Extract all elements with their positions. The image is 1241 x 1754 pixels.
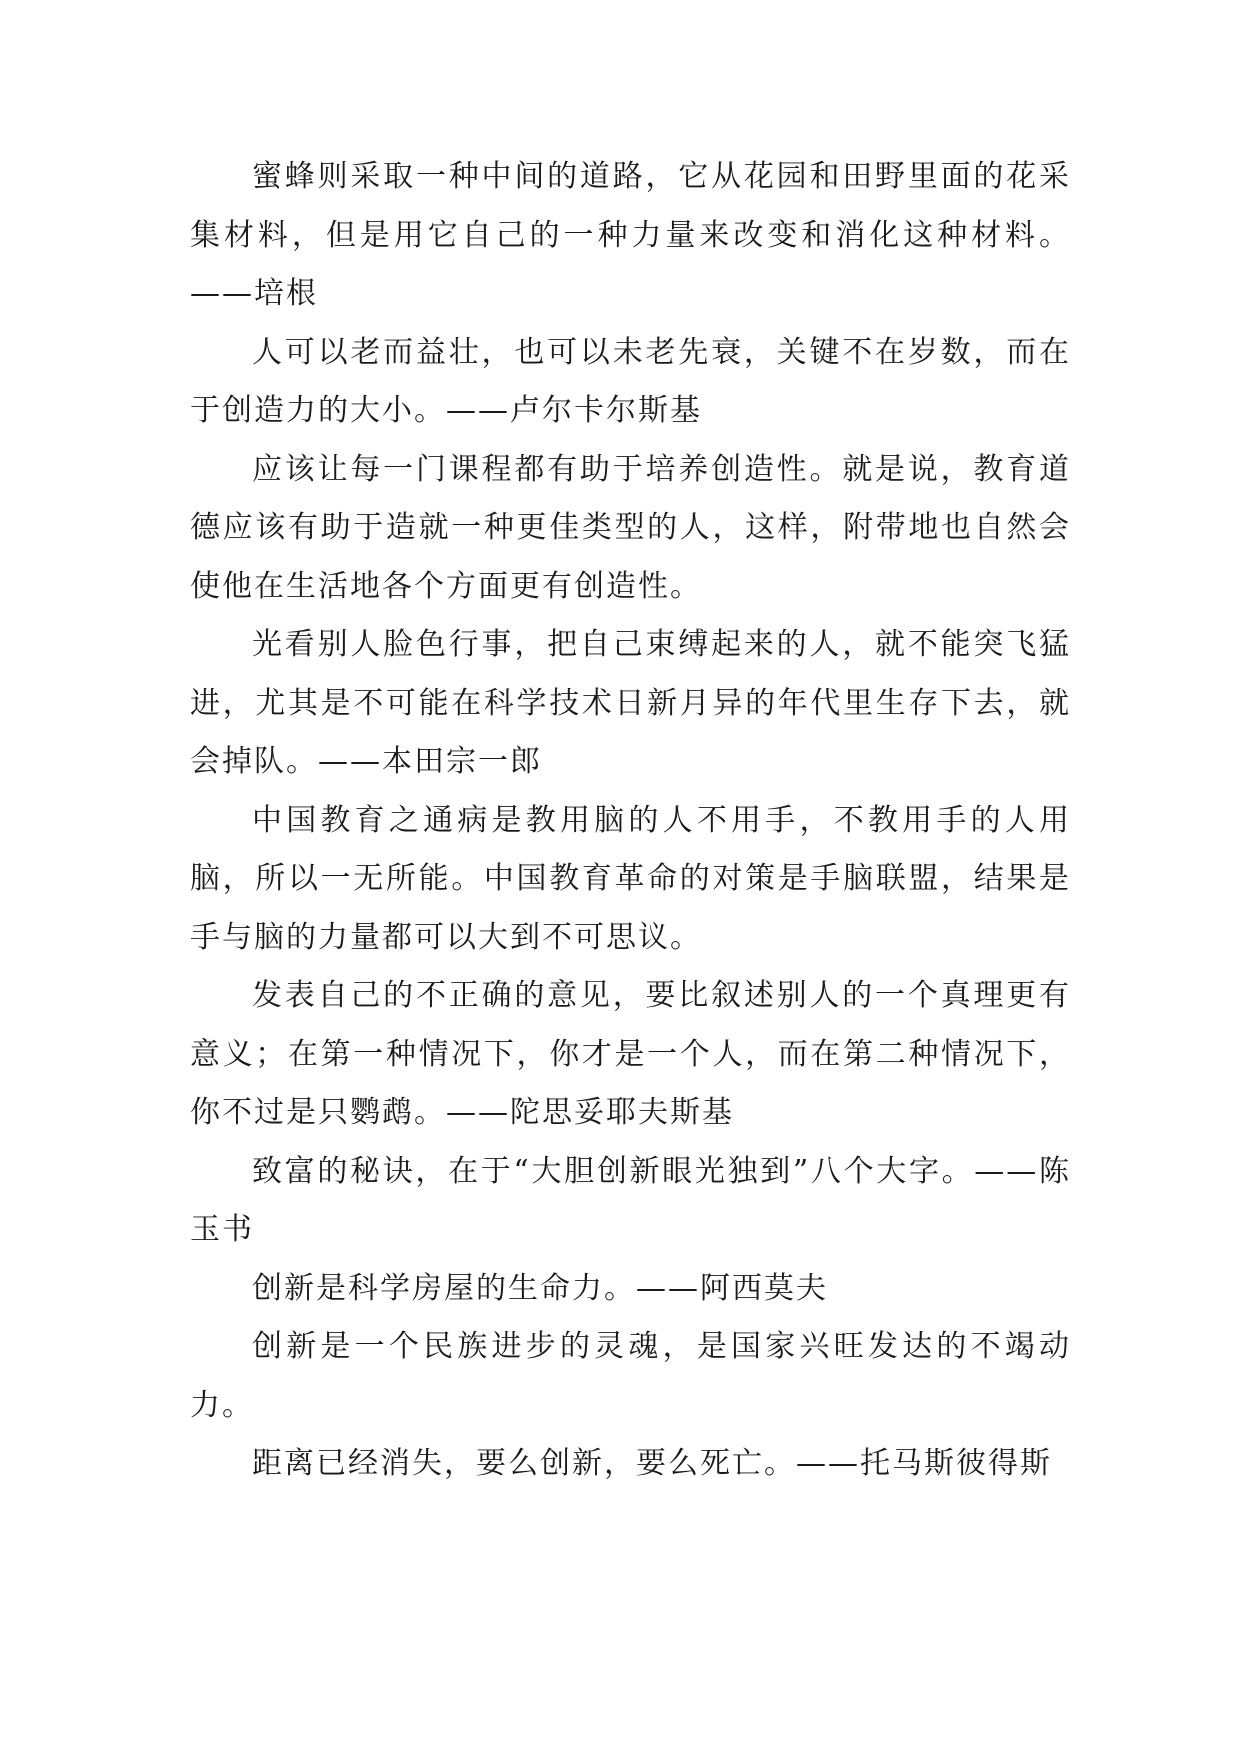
quote-paragraph-creativity-courses: 应该让每一门课程都有助于培养创造性。就是说，教育道德应该有助于造就一种更佳类型的人，这样，附带地也自然会使他在生活地各个方面更有创造性。 bbox=[190, 451, 1071, 604]
quote-paragraph-china-education: 中国教育之通病是教用脑的人不用手，不教用手的人用脑，所以一无所能。中国教育革命的对策是手脑联盟，结果是手与脑的力量都可以大到不可思议。 bbox=[190, 802, 1071, 955]
quote-paragraph-nation-soul: 创新是一个民族进步的灵魂，是国家兴旺发达的不竭动力。 bbox=[190, 1329, 1071, 1423]
quote-paragraph-chen-yushu: 致富的秘诀，在于“大胆创新眼光独到”八个大字。——陈玉书 bbox=[190, 1153, 1071, 1247]
quote-paragraph-honda: 光看别人脸色行事，把自己束缚起来的人，就不能突飞猛进，尤其是不可能在科学技术日新月异的年代里生存下去，就会掉队。——本田宗一郎 bbox=[190, 627, 1071, 779]
quote-paragraph-tom-peters: 距离已经消失，要么创新，要么死亡。——托马斯彼得斯 bbox=[252, 1446, 1052, 1481]
quote-paragraph-bacon: 蜜蜂则采取一种中间的道路，它从花园和田野里面的花采集材料，但是用它自己的一种力量来改变和消化这种材料。——培根 bbox=[190, 159, 1071, 311]
quote-paragraph-lunacharsky: 人可以老而益壮，也可以未老先衰，关键不在岁数，而在于创造力的大小。——卢尔卡尔斯基 bbox=[190, 334, 1071, 428]
quote-paragraph-asimov: 创新是科学房屋的生命力。——阿西莫夫 bbox=[252, 1270, 828, 1306]
quote-paragraph-dostoevsky: 发表自己的不正确的意见，要比叙述别人的一个真理更有意义；在第一种情况下，你才是一个人，而在第二种情况下，你不过是只鹦鹉。——陀思妥耶夫斯基 bbox=[190, 978, 1071, 1130]
